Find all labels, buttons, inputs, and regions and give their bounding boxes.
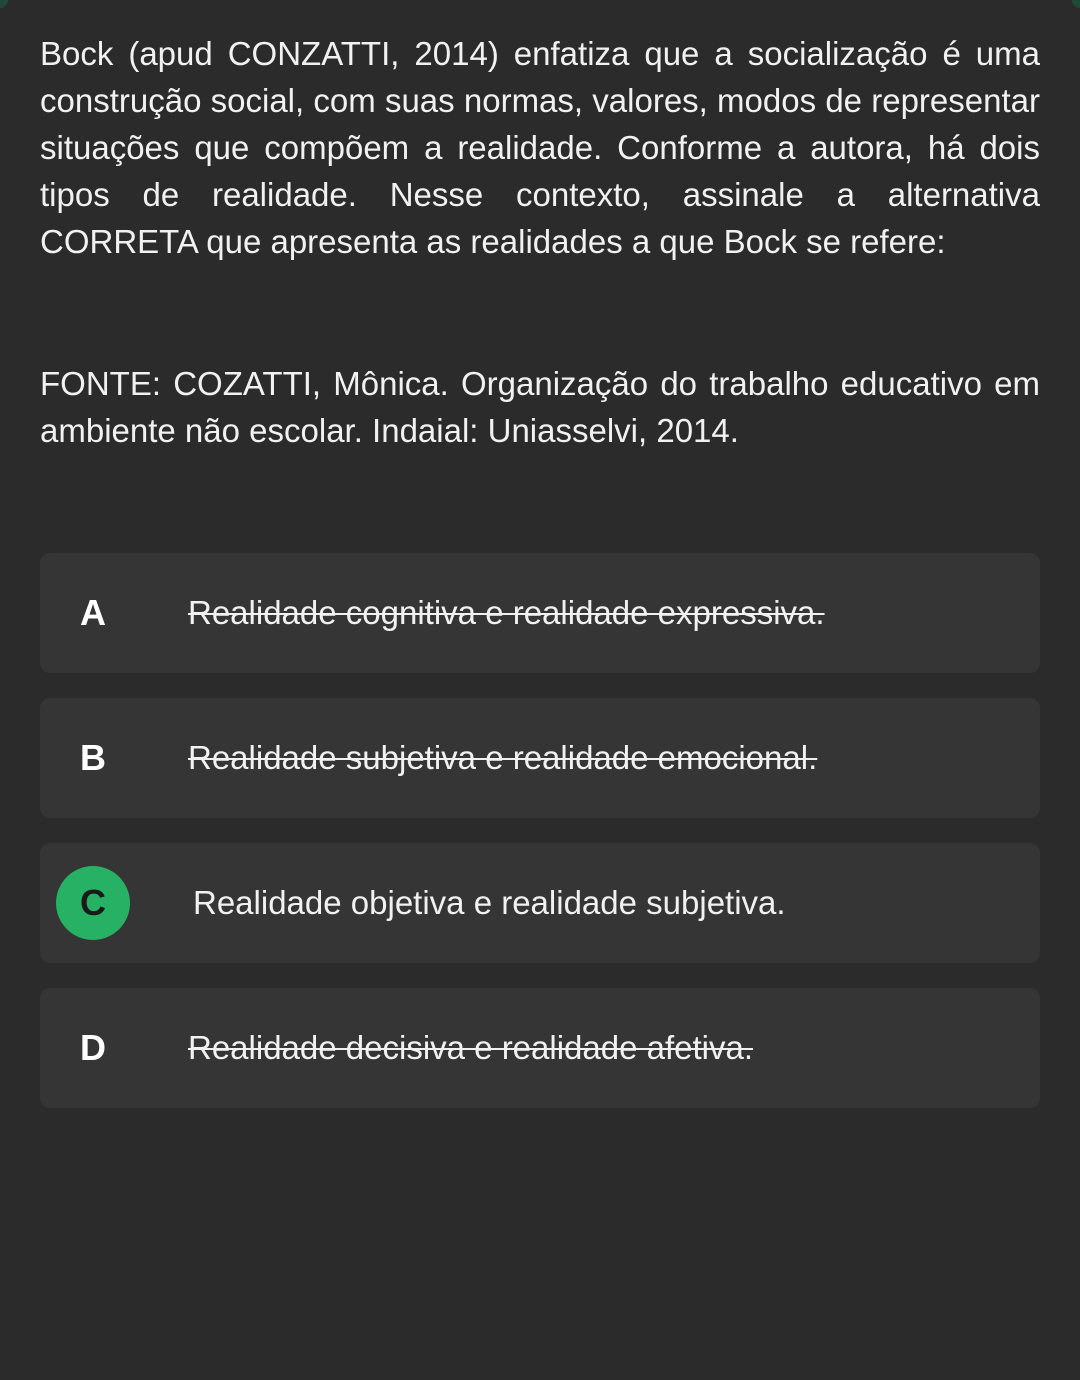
option-text-a: Realidade cognitiva e realidade expressiva. [188, 594, 825, 631]
option-text-b: Realidade subjetiva e realidade emocional. [188, 739, 818, 776]
top-left-corner-accent [0, 0, 8, 8]
answer-options [40, 553, 1040, 1133]
option-text-c: Realidade objetiva e realidade subjetiva. [193, 884, 786, 921]
option-text-d: Realidade decisiva e realidade afetiva. [188, 1029, 754, 1066]
option-c[interactable] [40, 843, 1040, 963]
option-d[interactable] [40, 988, 1040, 1108]
question-source: FONTE: COZATTI, Mônica. Organização do trabalho educativo em ambiente não escolar. Indaial: Uniasselvi, 2014. [40, 365, 1040, 449]
option-letter-a: A [80, 592, 106, 633]
option-letter-d: D [80, 1027, 106, 1068]
option-letter-b: B [80, 737, 106, 778]
top-right-corner-accent [1072, 0, 1080, 8]
question-text: Bock (apud CONZATTI, 2014) enfatiza que a socialização é uma construção social, com suas normas, valores, modos de representar situações que compõem a realidade. Conforme a autora, há dois tipos de realidade. Nesse contexto, assinale a alternativa CORRETA que apresenta as realidades a que Bock se refere: [40, 35, 1040, 260]
option-a[interactable] [40, 553, 1040, 673]
option-b[interactable] [40, 698, 1040, 818]
option-letter-c-correct-badge: C [56, 866, 130, 940]
